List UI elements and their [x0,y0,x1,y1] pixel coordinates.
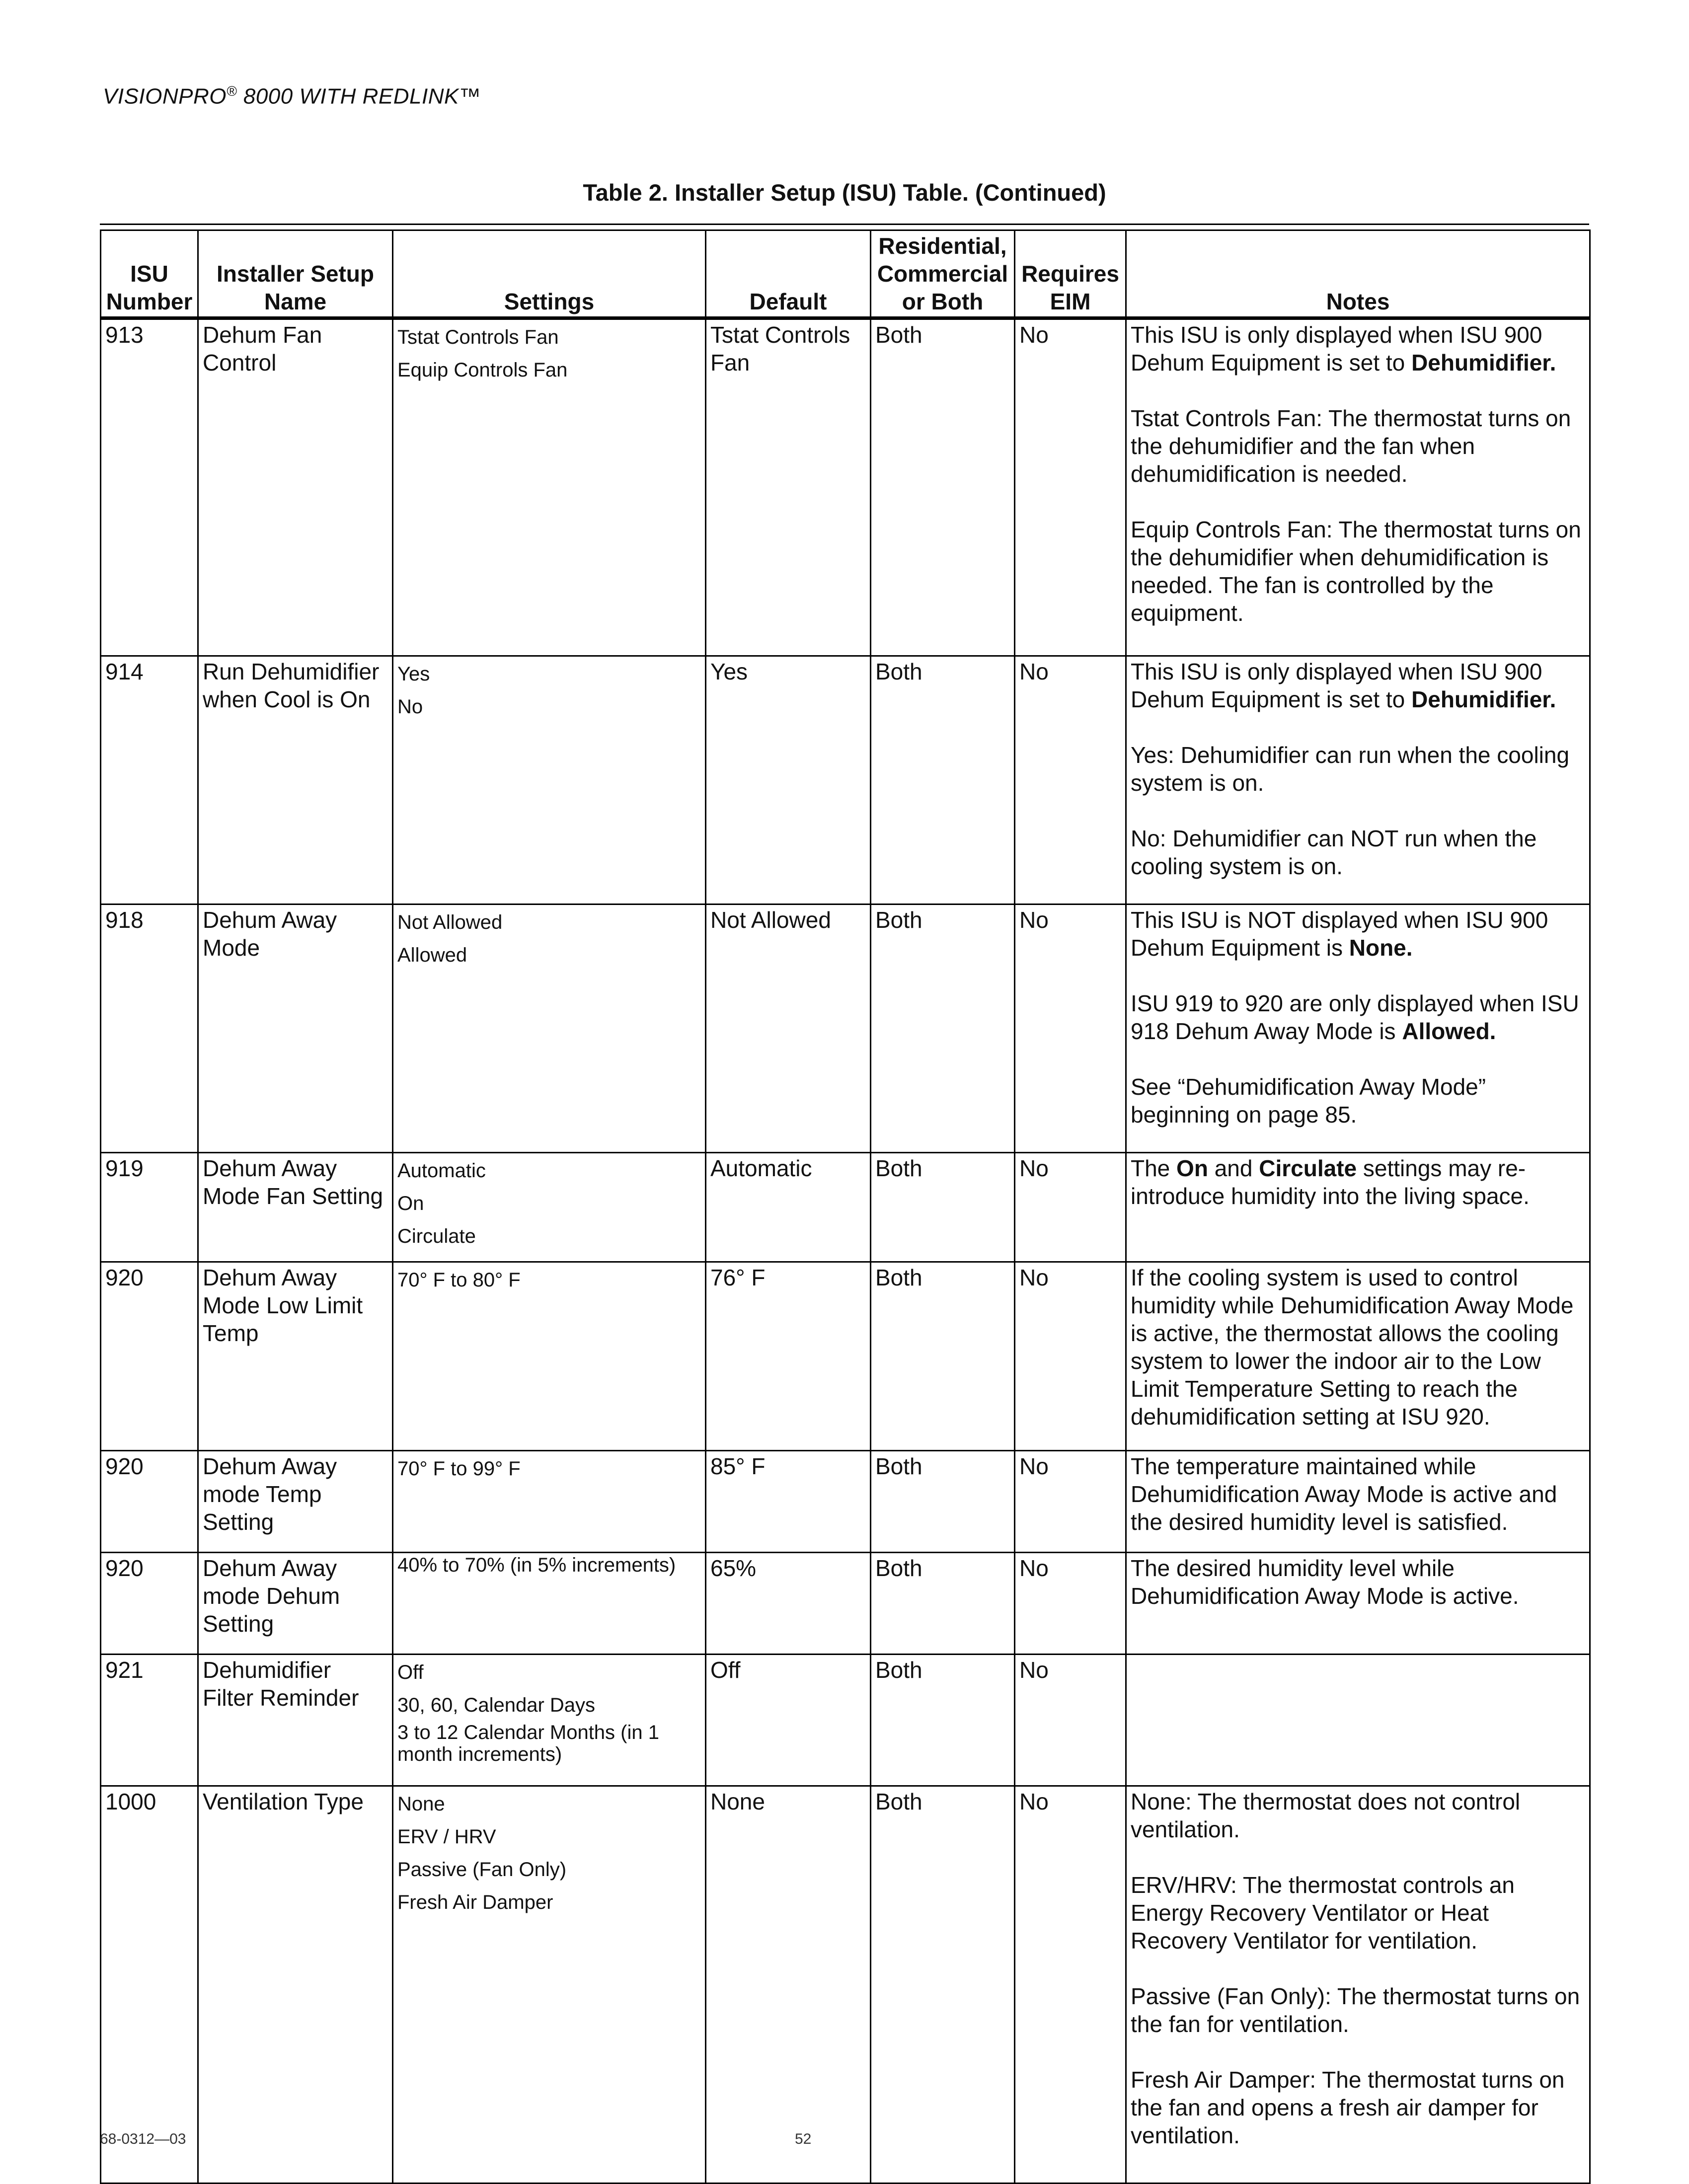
settings-cell [393,656,706,904]
note-text: If the cooling system is used to control humidity while Dehumidification Away Mode is active, the thermostat allows the cooling system to lower the indoor air to the Low Limit Temperature Setting to reach the dehumidification setting at ISU 920. [1131,1265,1574,1430]
isu-number-cell: 920 [101,1262,198,1451]
default-cell: Off [706,1655,871,1786]
scope-cell: Both [871,1451,1015,1553]
header-rest: 8000 WITH REDLINK™ [237,84,481,109]
isu-number-cell: 921 [101,1655,198,1786]
note-paragraph [1131,989,1585,1045]
eim-cell: No [1015,904,1126,1153]
setup-name-cell: Dehum Away mode Temp Setting [198,1451,393,1553]
eim-cell: No [1015,1153,1126,1262]
default-cell: None [706,1786,871,2184]
eim-cell: No [1015,1553,1126,1655]
note-paragraph [1131,2066,1585,2149]
setting-option: 70° F to 80° F [397,1269,521,1291]
scope-cell: Both [871,1655,1015,1786]
table-body [101,318,1590,2184]
setting-option: Automatic [397,1160,486,1182]
page-number: 52 [795,2131,812,2147]
setting-option: 30, 60, Calendar Days [397,1694,596,1716]
note-text: The desired humidity level while Dehumidification Away Mode is active. [1131,1555,1519,1609]
settings-cell [393,1451,706,1553]
notes-cell [1126,904,1590,1153]
settings-cell [393,904,706,1153]
setup-name-cell: Dehum Away Mode [198,904,393,1153]
notes-cell [1126,1553,1590,1655]
table-row [101,1262,1590,1451]
setting-option: On [397,1193,424,1214]
note-text: This ISU is only displayed when ISU 900 Dehum Equipment is set to [1131,322,1542,376]
document-header [103,83,481,109]
default-cell: 85° F [706,1451,871,1553]
notes-cell [1126,1655,1590,1786]
col-header-residential: Residential, Commercial or Both [871,230,1015,318]
setting-option: Not Allowed [397,911,503,933]
note-text: None: The thermostat does not control ventilation. [1131,1789,1521,1842]
eim-cell: No [1015,656,1126,904]
note-paragraph [1131,906,1585,962]
note-text: Passive (Fan Only): The thermostat turns on the fan for ventilation. [1131,1983,1580,2037]
setting-option: Circulate [397,1225,476,1247]
setting-option: None [397,1793,445,1815]
setup-name-cell: Dehum Fan Control [198,318,393,656]
note-paragraph [1131,658,1585,713]
setting-option: Off [397,1661,424,1683]
note-text: See “Dehumidification Away Mode” beginning on page 85. [1131,1074,1486,1128]
isu-table [100,229,1591,2184]
table-row [101,1153,1590,1262]
settings-cell [393,1153,706,1262]
note-paragraph [1131,1452,1585,1536]
setting-option: Fresh Air Damper [397,1891,553,1913]
note-text: No: Dehumidifier can NOT run when the cooling system is on. [1131,826,1537,879]
table-row [101,1655,1590,1786]
note-text: The [1131,1155,1177,1181]
scope-cell: Both [871,656,1015,904]
setup-name-cell: Dehumidifier Filter Reminder [198,1655,393,1786]
col-header-notes: Notes [1126,230,1590,318]
isu-number-cell: 913 [101,318,198,656]
col-header-eim: Requires EIM [1015,230,1126,318]
settings-cell [393,1786,706,2184]
note-text: Fresh Air Damper: The thermostat turns on the fan and opens a fresh air damper for ventilation. [1131,2067,1565,2148]
note-paragraph [1131,321,1585,377]
notes-cell [1126,1786,1590,2184]
col-header-settings: Settings [393,230,706,318]
note-text: Equip Controls Fan: The thermostat turns on the dehumidifier when dehumidification is needed. The fan is controlled by the equipment. [1131,517,1581,626]
note-paragraph [1131,741,1585,797]
table-header-row [101,230,1590,318]
scope-cell: Both [871,1553,1015,1655]
settings-cell [393,1262,706,1451]
table-row [101,656,1590,904]
settings-cell [393,1553,706,1655]
note-text: settings may re-introduce humidity into the living space. [1131,1155,1530,1209]
setting-option: Yes [397,663,430,685]
table-top-rule [100,224,1589,225]
note-text: Tstat Controls Fan: The thermostat turns on the dehumidifier and the fan when dehumidification is needed. [1131,405,1571,487]
scope-cell: Both [871,318,1015,656]
eim-cell: No [1015,1451,1126,1553]
note-emphasis: None. [1349,935,1413,961]
col-header-setup-name: Installer Setup Name [198,230,393,318]
table-row [101,1553,1590,1655]
note-paragraph [1131,1788,1585,1843]
setting-option: 40% to 70% (in 5% increments) [397,1554,676,1576]
header-registered-mark: ® [227,83,237,99]
notes-cell [1126,1451,1590,1553]
isu-number-cell: 919 [101,1153,198,1262]
setting-option: 3 to 12 Calendar Months (in 1 month increments) [397,1722,659,1765]
setting-option: Allowed [397,944,467,966]
setting-option: Tstat Controls Fan [397,326,559,348]
default-cell: Yes [706,656,871,904]
note-text: Yes: Dehumidifier can run when the cooling system is on. [1131,742,1570,796]
table-row [101,1451,1590,1553]
isu-number-cell: 914 [101,656,198,904]
note-paragraph [1131,516,1585,627]
note-text: This ISU is NOT displayed when ISU 900 Dehum Equipment is [1131,907,1548,961]
isu-number-cell: 918 [101,904,198,1153]
setting-option: 70° F to 99° F [397,1458,521,1480]
note-paragraph [1131,825,1585,880]
isu-number-cell: 1000 [101,1786,198,2184]
notes-cell [1126,318,1590,656]
col-header-isu-number: ISU Number [101,230,198,318]
scope-cell: Both [871,1153,1015,1262]
default-cell: 76° F [706,1262,871,1451]
setting-option: Equip Controls Fan [397,359,568,381]
default-cell: Tstat Controls Fan [706,318,871,656]
scope-cell: Both [871,1786,1015,2184]
setup-name-cell: Dehum Away Mode Low Limit Temp [198,1262,393,1451]
note-paragraph [1131,1554,1585,1610]
eim-cell: No [1015,1655,1126,1786]
eim-cell: No [1015,318,1126,656]
note-emphasis: Dehumidifier. [1411,686,1556,712]
note-emphasis: Dehumidifier. [1411,350,1556,376]
note-emphasis: Allowed. [1402,1018,1496,1044]
settings-cell [393,1655,706,1786]
table-row [101,1786,1590,2184]
note-paragraph [1131,1871,1585,1955]
header-brand: VISIONPRO [103,84,227,109]
eim-cell: No [1015,1786,1126,2184]
notes-cell [1126,656,1590,904]
setting-option: No [397,696,423,718]
note-text: This ISU is only displayed when ISU 900 Dehum Equipment is set to [1131,659,1542,712]
isu-number-cell: 920 [101,1451,198,1553]
default-cell: Not Allowed [706,904,871,1153]
scope-cell: Both [871,1262,1015,1451]
note-text: ISU 919 to 920 are only displayed when ISU 918 Dehum Away Mode is [1131,990,1579,1044]
doc-number: 68-0312—03 [100,2131,186,2147]
setting-option: Passive (Fan Only) [397,1859,567,1881]
default-cell: Automatic [706,1153,871,1262]
table-caption: Table 2. Installer Setup (ISU) Table. (Continued) [583,179,1106,206]
table-row [101,318,1590,656]
default-cell: 65% [706,1553,871,1655]
notes-cell [1126,1262,1590,1451]
setup-name-cell: Dehum Away Mode Fan Setting [198,1153,393,1262]
setup-name-cell: Dehum Away mode Dehum Setting [198,1553,393,1655]
setting-option: ERV / HRV [397,1826,496,1848]
setup-name-cell: Run Dehumidifier when Cool is On [198,656,393,904]
notes-cell [1126,1153,1590,1262]
note-paragraph [1131,1154,1585,1210]
note-paragraph [1131,1073,1585,1129]
table-row [101,904,1590,1153]
isu-number-cell: 920 [101,1553,198,1655]
scope-cell: Both [871,904,1015,1153]
note-text: ERV/HRV: The thermostat controls an Energy Recovery Ventilator or Heat Recovery Ventilator for ventilation. [1131,1872,1515,1954]
note-text: The temperature maintained while Dehumidification Away Mode is active and the desired humidity level is satisfied. [1131,1453,1557,1535]
setup-name-cell: Ventilation Type [198,1786,393,2184]
note-emphasis: On [1176,1155,1208,1181]
note-text: and [1208,1155,1259,1181]
eim-cell: No [1015,1262,1126,1451]
settings-cell [393,318,706,656]
note-paragraph [1131,404,1585,488]
note-paragraph [1131,1982,1585,2038]
note-emphasis: Circulate [1259,1155,1357,1181]
col-header-default: Default [706,230,871,318]
note-paragraph [1131,1264,1585,1431]
